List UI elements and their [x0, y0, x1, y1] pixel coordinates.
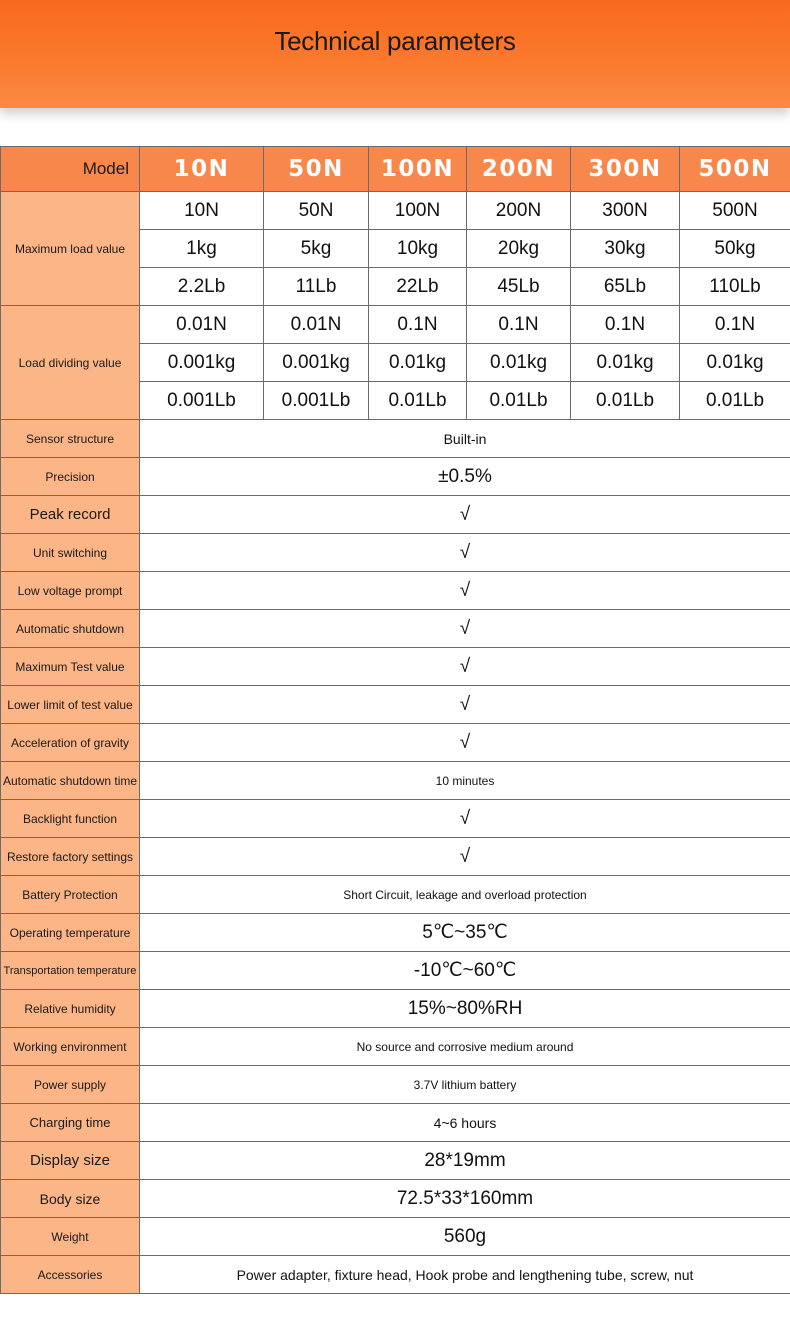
spec-label: Accessories — [1, 1256, 140, 1294]
table-cell: 500N — [680, 192, 790, 230]
check-mark: √ — [140, 686, 790, 724]
spec-label: Charging time — [1, 1104, 140, 1142]
load-dividing-label: Load dividing value — [1, 306, 140, 420]
table-cell: 0.01Lb — [467, 382, 571, 420]
table-cell: 0.001Lb — [264, 382, 369, 420]
spec-value: Short Circuit, leakage and overload protection — [140, 876, 790, 914]
check-mark: √ — [140, 838, 790, 876]
check-mark: √ — [140, 648, 790, 686]
spec-value: 15%~80%RH — [140, 990, 790, 1028]
table-cell: 0.01kg — [571, 344, 680, 382]
table-cell: 110Lb — [680, 268, 790, 306]
spec-label: Working environment — [1, 1028, 140, 1066]
table-cell: 11Lb — [264, 268, 369, 306]
spec-label: Weight — [1, 1218, 140, 1256]
spec-row-precision — [1, 458, 790, 496]
model-header-50n: 50N — [264, 147, 369, 192]
table-cell: 0.01kg — [680, 344, 790, 382]
table-cell: 0.1N — [369, 306, 467, 344]
spec-label: Precision — [1, 458, 140, 496]
table-cell: 10kg — [369, 230, 467, 268]
table-cell: 50kg — [680, 230, 790, 268]
spec-row-restore-factory-settings — [1, 838, 790, 876]
model-header-300n: 300N — [571, 147, 680, 192]
spec-label: Sensor structure — [1, 420, 140, 458]
spec-row-maximum-test-value — [1, 648, 790, 686]
check-mark: √ — [140, 724, 790, 762]
spec-label: Body size — [1, 1180, 140, 1218]
spec-row-working-environment — [1, 1028, 790, 1066]
spec-label: Lower limit of test value — [1, 686, 140, 724]
table-cell: 65Lb — [571, 268, 680, 306]
spec-value: 560g — [140, 1218, 790, 1256]
spec-label: Display size — [1, 1142, 140, 1180]
table-cell: 0.1N — [680, 306, 790, 344]
table-cell: 0.01N — [264, 306, 369, 344]
check-mark: √ — [140, 610, 790, 648]
load-dividing-row-n — [1, 306, 790, 344]
table-cell: 0.01Lb — [369, 382, 467, 420]
table-cell: 0.01kg — [369, 344, 467, 382]
spec-value: 72.5*33*160mm — [140, 1180, 790, 1218]
table-cell: 10N — [140, 192, 264, 230]
spec-row-unit-switching — [1, 534, 790, 572]
spec-row-charging-time — [1, 1104, 790, 1142]
table-cell: 0.001kg — [140, 344, 264, 382]
spec-label: Automatic shutdown — [1, 610, 140, 648]
spec-label: Restore factory settings — [1, 838, 140, 876]
spec-value: 5℃~35℃ — [140, 914, 790, 952]
spec-row-power-supply — [1, 1066, 790, 1104]
check-mark: √ — [140, 534, 790, 572]
table-cell: 22Lb — [369, 268, 467, 306]
table-cell: 2.2Lb — [140, 268, 264, 306]
table-cell: 0.001kg — [264, 344, 369, 382]
max-load-label: Maximum load value — [1, 192, 140, 306]
check-mark: √ — [140, 572, 790, 610]
spec-label: Peak record — [1, 496, 140, 534]
model-header-200n: 200N — [467, 147, 571, 192]
table-cell: 100N — [369, 192, 467, 230]
spec-row-transportation-temperature — [1, 952, 790, 990]
spec-label: Acceleration of gravity — [1, 724, 140, 762]
table-cell: 50N — [264, 192, 369, 230]
spec-row-display-size — [1, 1142, 790, 1180]
spec-row-weight — [1, 1218, 790, 1256]
spec-row-accessories — [1, 1256, 790, 1294]
table-cell: 30kg — [571, 230, 680, 268]
table-cell: 0.1N — [467, 306, 571, 344]
table-cell: 0.01Lb — [571, 382, 680, 420]
spec-value: Power adapter, fixture head, Hook probe and lengthening tube, screw, nut — [140, 1256, 790, 1294]
spec-row-automatic-shutdown — [1, 610, 790, 648]
spec-value: ±0.5% — [140, 458, 790, 496]
spec-row-battery-protection — [1, 876, 790, 914]
table-cell: 0.1N — [571, 306, 680, 344]
model-header-10n: 10N — [140, 147, 264, 192]
spec-label: Battery Protection — [1, 876, 140, 914]
table-cell: 0.01N — [140, 306, 264, 344]
spec-value: Built-in — [140, 420, 790, 458]
table-cell: 20kg — [467, 230, 571, 268]
spec-row-peak-record — [1, 496, 790, 534]
table-cell: 0.01kg — [467, 344, 571, 382]
spec-row-backlight-function — [1, 800, 790, 838]
check-mark: √ — [140, 800, 790, 838]
table-cell: 45Lb — [467, 268, 571, 306]
spec-label: Operating temperature — [1, 914, 140, 952]
table-cell: 300N — [571, 192, 680, 230]
spec-label: Power supply — [1, 1066, 140, 1104]
spec-row-lower-limit — [1, 686, 790, 724]
spec-row-low-voltage-prompt — [1, 572, 790, 610]
table-cell: 0.001Lb — [140, 382, 264, 420]
model-header-500n: 500N — [680, 147, 790, 192]
spec-label: Automatic shutdown time — [1, 762, 140, 800]
spec-label: Backlight function — [1, 800, 140, 838]
spec-label: Relative humidity — [1, 990, 140, 1028]
spec-label: Transportation temperature — [1, 952, 140, 990]
spec-row-sensor-structure — [1, 420, 790, 458]
spec-value: 3.7V lithium battery — [140, 1066, 790, 1104]
spec-row-operating-temperature — [1, 914, 790, 952]
table-cell: 200N — [467, 192, 571, 230]
model-header-row — [1, 147, 790, 192]
model-label: Model — [1, 147, 140, 192]
spec-row-acceleration-of-gravity — [1, 724, 790, 762]
max-load-row-n — [1, 192, 790, 230]
spec-value: 28*19mm — [140, 1142, 790, 1180]
table-cell: 5kg — [264, 230, 369, 268]
spec-label: Maximum Test value — [1, 648, 140, 686]
spec-row-automatic-shutdown-time — [1, 762, 790, 800]
spec-value: -10℃~60℃ — [140, 952, 790, 990]
spec-label: Low voltage prompt — [1, 572, 140, 610]
spec-label: Unit switching — [1, 534, 140, 572]
page-title: Technical parameters — [274, 26, 516, 56]
spec-table — [0, 146, 790, 1294]
table-cell: 1kg — [140, 230, 264, 268]
spec-value: 4~6 hours — [140, 1104, 790, 1142]
spec-row-body-size — [1, 1180, 790, 1218]
spec-value: 10 minutes — [140, 762, 790, 800]
check-mark: √ — [140, 496, 790, 534]
spec-value: No source and corrosive medium around — [140, 1028, 790, 1066]
spec-row-relative-humidity — [1, 990, 790, 1028]
table-cell: 0.01Lb — [680, 382, 790, 420]
model-header-100n: 100N — [369, 147, 467, 192]
